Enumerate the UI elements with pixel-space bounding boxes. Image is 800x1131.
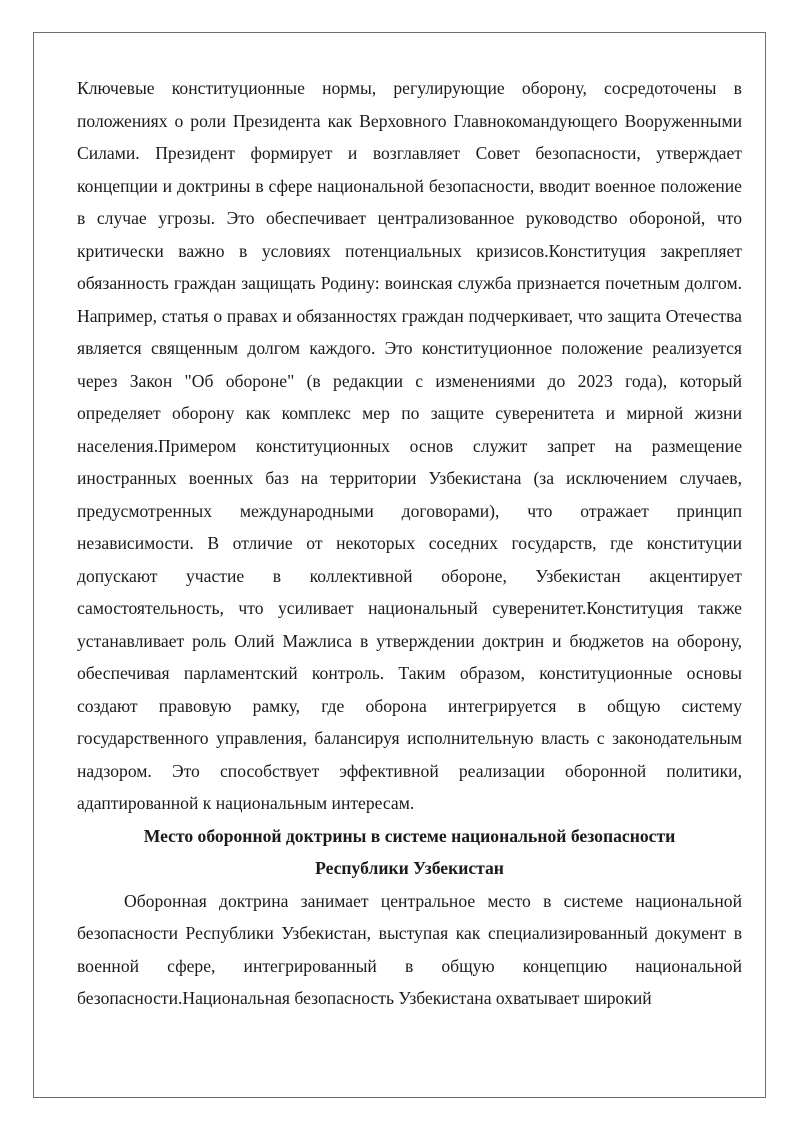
body-paragraph: Ключевые конституционные нормы, регулирующие оборону, сосредоточены в положениях о роли Президента как Верховного Главнокомандующего Вооруженными Силами. Президент формирует и возглавляет Совет безопасности, утверждает концепции и доктрины в сфере национальной безопасности, вводит военное положение в случае угрозы. Это обеспечивает централизованное руководство обороной, что критически важно в условиях потенциальных кризисов.Конституция закрепляет обязанность граждан защищать Родину: воинская служба признается почетным долгом. Например, статья о правах и обязанностях граждан подчеркивает, что защита Отечества является священным долгом каждого. Это конституционное положение реализуется через Закон "Об обороне" (в редакции с изменениями до 2023 года), который определяет оборону как комплекс мер по защите суверенитета и мирной жизни населения.Примером конституционных основ служит запрет на размещение иностранных военных баз на территории Узбекистана (за исключением случаев, предусмотренных международными договорами), что отражает принцип независимости. В отличие от некоторых соседних государств, где конституции допускают участие в коллективной обороне, Узбекистан акцентирует самостоятельность, что усиливает национальный суверенитет.Конституция также устанавливает роль Олий Мажлиса в утверждении доктрин и бюджетов на оборону, обеспечивая парламентский контроль. Таким образом, конституционные основы создают правовую рамку, где оборона интегрируется в общую систему государственного управления, балансируя исполнительную власть с законодательным надзором. Это способствует эффективной реализации оборонной политики, адаптированной к национальным интересам.	[77, 78, 742, 813]
section-heading	[77, 820, 742, 885]
document-body	[77, 72, 742, 1015]
section-heading-line: Место оборонной доктрины в системе национальной безопасности	[143, 825, 676, 846]
body-paragraph: Оборонная доктрина занимает центральное место в системе национальной безопасности Республики Узбекистан, выступая как специализированный документ в военной сфере, интегрированный в общую концепцию национальной безопасности.Национальная безопасность Узбекистана охватывает широкий	[77, 890, 742, 1008]
section-heading-line: Республики Узбекистан	[315, 858, 504, 878]
